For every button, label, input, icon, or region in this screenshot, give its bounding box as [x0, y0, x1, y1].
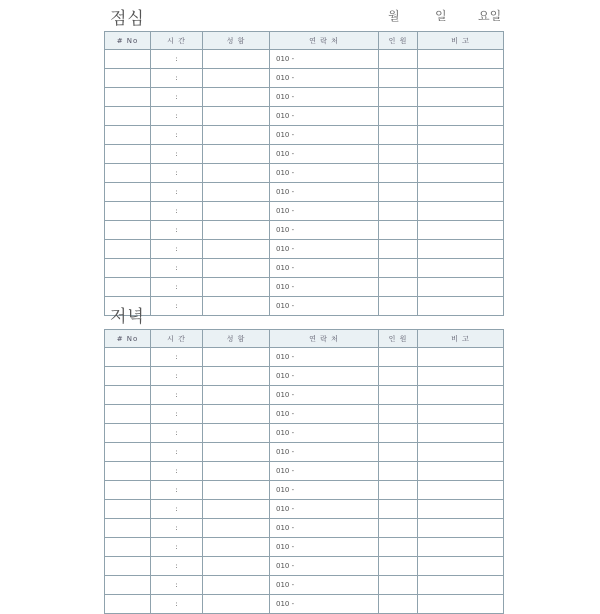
contact-cell[interactable]: 010 - — [270, 386, 379, 405]
contact-cell[interactable]: 010 - — [270, 557, 379, 576]
table-row — [105, 424, 504, 443]
dinner-section-title: 저녁 — [110, 307, 145, 327]
notes-cell[interactable] — [418, 538, 504, 557]
no-cell[interactable] — [105, 221, 151, 240]
table-row — [105, 126, 504, 145]
no-cell[interactable] — [105, 88, 151, 107]
table-row — [105, 443, 504, 462]
name-cell[interactable] — [203, 405, 270, 424]
contact-cell[interactable]: 010 - — [270, 240, 379, 259]
contact-cell[interactable]: 010 - — [270, 183, 379, 202]
contact-cell[interactable]: 010 - — [270, 259, 379, 278]
party-size-cell[interactable] — [379, 538, 418, 557]
party-size-cell[interactable] — [379, 424, 418, 443]
time-cell[interactable]: : — [151, 259, 203, 278]
table-row — [105, 557, 504, 576]
party-size-cell[interactable] — [379, 278, 418, 297]
notes-cell[interactable] — [418, 367, 504, 386]
contact-cell[interactable]: 010 - — [270, 424, 379, 443]
table-row — [105, 50, 504, 69]
name-cell[interactable] — [203, 557, 270, 576]
contact-cell[interactable]: 010 - — [270, 278, 379, 297]
name-cell[interactable] — [203, 367, 270, 386]
date-fields — [0, 7, 600, 25]
table-row — [105, 367, 504, 386]
no-cell[interactable] — [105, 595, 151, 614]
table-row — [105, 500, 504, 519]
no-cell[interactable] — [105, 386, 151, 405]
contact-cell[interactable]: 010 - — [270, 595, 379, 614]
party-size-cell[interactable] — [379, 69, 418, 88]
time-cell[interactable]: : — [151, 500, 203, 519]
no-cell[interactable] — [105, 576, 151, 595]
party-size-cell[interactable] — [379, 240, 418, 259]
time-cell[interactable]: : — [151, 519, 203, 538]
contact-cell[interactable]: 010 - — [270, 519, 379, 538]
notes-cell[interactable] — [418, 443, 504, 462]
party-size-cell[interactable] — [379, 145, 418, 164]
time-cell[interactable]: : — [151, 462, 203, 481]
name-cell[interactable] — [203, 202, 270, 221]
table-row — [105, 145, 504, 164]
contact-cell[interactable]: 010 - — [270, 443, 379, 462]
table-row — [105, 538, 504, 557]
table-row — [105, 519, 504, 538]
notes-cell[interactable] — [418, 481, 504, 500]
time-cell[interactable]: : — [151, 557, 203, 576]
table-row — [105, 405, 504, 424]
name-cell[interactable] — [203, 386, 270, 405]
no-cell[interactable] — [105, 107, 151, 126]
no-cell[interactable] — [105, 240, 151, 259]
notes-cell[interactable] — [418, 183, 504, 202]
table-header-row — [105, 330, 504, 348]
party-size-cell[interactable] — [379, 88, 418, 107]
contact-cell[interactable]: 010 - — [270, 126, 379, 145]
name-cell[interactable] — [203, 278, 270, 297]
no-cell[interactable] — [105, 259, 151, 278]
name-cell[interactable] — [203, 481, 270, 500]
party-size-cell[interactable] — [379, 405, 418, 424]
time-cell[interactable]: : — [151, 126, 203, 145]
name-cell[interactable] — [203, 164, 270, 183]
time-cell[interactable]: : — [151, 297, 203, 316]
notes-cell[interactable] — [418, 576, 504, 595]
table-header-row — [105, 32, 504, 50]
notes-cell[interactable] — [418, 126, 504, 145]
time-cell[interactable]: : — [151, 164, 203, 183]
time-cell[interactable]: : — [151, 88, 203, 107]
name-cell[interactable] — [203, 183, 270, 202]
party-size-cell[interactable] — [379, 126, 418, 145]
name-cell[interactable] — [203, 240, 270, 259]
contact-cell[interactable]: 010 - — [270, 576, 379, 595]
party-size-cell[interactable] — [379, 443, 418, 462]
no-cell[interactable] — [105, 69, 151, 88]
time-cell[interactable]: : — [151, 576, 203, 595]
column-header-contact: 연 락 처 — [270, 330, 379, 348]
contact-cell[interactable]: 010 - — [270, 221, 379, 240]
table-row — [105, 462, 504, 481]
dinner-reservation-table — [104, 329, 504, 614]
contact-cell[interactable]: 010 - — [270, 88, 379, 107]
name-cell[interactable] — [203, 145, 270, 164]
party-size-cell[interactable] — [379, 183, 418, 202]
table-row — [105, 88, 504, 107]
column-header-no: # No — [105, 32, 151, 50]
party-size-cell[interactable] — [379, 367, 418, 386]
time-cell[interactable]: : — [151, 538, 203, 557]
name-cell[interactable] — [203, 69, 270, 88]
no-cell[interactable] — [105, 164, 151, 183]
table-row — [105, 107, 504, 126]
contact-cell[interactable]: 010 - — [270, 164, 379, 183]
contact-cell[interactable]: 010 - — [270, 50, 379, 69]
time-cell[interactable]: : — [151, 107, 203, 126]
time-cell[interactable]: : — [151, 386, 203, 405]
no-cell[interactable] — [105, 500, 151, 519]
notes-cell[interactable] — [418, 278, 504, 297]
table-row — [105, 164, 504, 183]
notes-cell[interactable] — [418, 69, 504, 88]
name-cell[interactable] — [203, 443, 270, 462]
notes-cell[interactable] — [418, 259, 504, 278]
notes-cell[interactable] — [418, 557, 504, 576]
time-cell[interactable]: : — [151, 348, 203, 367]
table-row — [105, 69, 504, 88]
table-row — [105, 595, 504, 614]
no-cell[interactable] — [105, 424, 151, 443]
column-header-no: # No — [105, 330, 151, 348]
notes-cell[interactable] — [418, 595, 504, 614]
party-size-cell[interactable] — [379, 221, 418, 240]
column-header-party-size: 인 원 — [379, 330, 418, 348]
day-label: 일 — [435, 9, 447, 23]
column-header-time: 시 간 — [151, 330, 203, 348]
contact-cell[interactable]: 010 - — [270, 297, 379, 316]
party-size-cell[interactable] — [379, 576, 418, 595]
time-cell[interactable]: : — [151, 183, 203, 202]
contact-cell[interactable]: 010 - — [270, 538, 379, 557]
name-cell[interactable] — [203, 595, 270, 614]
contact-cell[interactable]: 010 - — [270, 500, 379, 519]
table-row — [105, 348, 504, 367]
lunch-section-title: 점심 — [110, 9, 145, 29]
time-cell[interactable]: : — [151, 50, 203, 69]
table-row — [105, 259, 504, 278]
party-size-cell[interactable] — [379, 557, 418, 576]
name-cell[interactable] — [203, 50, 270, 69]
party-size-cell[interactable] — [379, 595, 418, 614]
no-cell[interactable] — [105, 348, 151, 367]
column-header-name: 성 함 — [203, 32, 270, 50]
no-cell[interactable] — [105, 481, 151, 500]
name-cell[interactable] — [203, 538, 270, 557]
contact-cell[interactable]: 010 - — [270, 405, 379, 424]
time-cell[interactable]: : — [151, 221, 203, 240]
weekday-label: 요일 — [478, 9, 502, 23]
contact-cell[interactable]: 010 - — [270, 348, 379, 367]
notes-cell[interactable] — [418, 462, 504, 481]
name-cell[interactable] — [203, 126, 270, 145]
table-row — [105, 576, 504, 595]
notes-cell[interactable] — [418, 348, 504, 367]
contact-cell[interactable]: 010 - — [270, 145, 379, 164]
name-cell[interactable] — [203, 500, 270, 519]
no-cell[interactable] — [105, 538, 151, 557]
party-size-cell[interactable] — [379, 348, 418, 367]
column-header-name: 성 함 — [203, 330, 270, 348]
no-cell[interactable] — [105, 145, 151, 164]
contact-cell[interactable]: 010 - — [270, 69, 379, 88]
table-row — [105, 278, 504, 297]
contact-cell[interactable]: 010 - — [270, 367, 379, 386]
no-cell[interactable] — [105, 462, 151, 481]
notes-cell[interactable] — [418, 424, 504, 443]
name-cell[interactable] — [203, 348, 270, 367]
contact-cell[interactable]: 010 - — [270, 107, 379, 126]
time-cell[interactable]: : — [151, 278, 203, 297]
notes-cell[interactable] — [418, 164, 504, 183]
no-cell[interactable] — [105, 278, 151, 297]
time-cell[interactable]: : — [151, 202, 203, 221]
no-cell[interactable] — [105, 183, 151, 202]
time-cell[interactable]: : — [151, 405, 203, 424]
name-cell[interactable] — [203, 519, 270, 538]
party-size-cell[interactable] — [379, 50, 418, 69]
time-cell[interactable]: : — [151, 145, 203, 164]
time-cell[interactable]: : — [151, 481, 203, 500]
party-size-cell[interactable] — [379, 481, 418, 500]
party-size-cell[interactable] — [379, 500, 418, 519]
party-size-cell[interactable] — [379, 107, 418, 126]
notes-cell[interactable] — [418, 297, 504, 316]
time-cell[interactable]: : — [151, 595, 203, 614]
name-cell[interactable] — [203, 107, 270, 126]
party-size-cell[interactable] — [379, 202, 418, 221]
time-cell[interactable]: : — [151, 240, 203, 259]
table-row — [105, 297, 504, 316]
party-size-cell[interactable] — [379, 297, 418, 316]
column-header-time: 시 간 — [151, 32, 203, 50]
notes-cell[interactable] — [418, 88, 504, 107]
notes-cell[interactable] — [418, 202, 504, 221]
name-cell[interactable] — [203, 297, 270, 316]
no-cell[interactable] — [105, 519, 151, 538]
column-header-notes: 비 고 — [418, 32, 504, 50]
no-cell[interactable] — [105, 126, 151, 145]
party-size-cell[interactable] — [379, 519, 418, 538]
table-row — [105, 221, 504, 240]
notes-cell[interactable] — [418, 405, 504, 424]
time-cell[interactable]: : — [151, 424, 203, 443]
column-header-notes: 비 고 — [418, 330, 504, 348]
party-size-cell[interactable] — [379, 462, 418, 481]
no-cell[interactable] — [105, 50, 151, 69]
name-cell[interactable] — [203, 576, 270, 595]
notes-cell[interactable] — [418, 145, 504, 164]
column-header-party-size: 인 원 — [379, 32, 418, 50]
party-size-cell[interactable] — [379, 386, 418, 405]
time-cell[interactable]: : — [151, 443, 203, 462]
table-row — [105, 183, 504, 202]
month-label: 월 — [388, 9, 400, 23]
name-cell[interactable] — [203, 462, 270, 481]
contact-cell[interactable]: 010 - — [270, 462, 379, 481]
notes-cell[interactable] — [418, 50, 504, 69]
notes-cell[interactable] — [418, 107, 504, 126]
notes-cell[interactable] — [418, 386, 504, 405]
time-cell[interactable]: : — [151, 69, 203, 88]
table-row — [105, 240, 504, 259]
no-cell[interactable] — [105, 405, 151, 424]
no-cell[interactable] — [105, 557, 151, 576]
name-cell[interactable] — [203, 88, 270, 107]
column-header-contact: 연 락 처 — [270, 32, 379, 50]
name-cell[interactable] — [203, 424, 270, 443]
name-cell[interactable] — [203, 259, 270, 278]
notes-cell[interactable] — [418, 519, 504, 538]
contact-cell[interactable]: 010 - — [270, 481, 379, 500]
notes-cell[interactable] — [418, 240, 504, 259]
table-row — [105, 386, 504, 405]
party-size-cell[interactable] — [379, 164, 418, 183]
notes-cell[interactable] — [418, 221, 504, 240]
name-cell[interactable] — [203, 221, 270, 240]
no-cell[interactable] — [105, 202, 151, 221]
notes-cell[interactable] — [418, 500, 504, 519]
no-cell[interactable] — [105, 443, 151, 462]
no-cell[interactable] — [105, 367, 151, 386]
table-row — [105, 481, 504, 500]
party-size-cell[interactable] — [379, 259, 418, 278]
contact-cell[interactable]: 010 - — [270, 202, 379, 221]
table-row — [105, 202, 504, 221]
lunch-reservation-table — [104, 31, 504, 316]
time-cell[interactable]: : — [151, 367, 203, 386]
